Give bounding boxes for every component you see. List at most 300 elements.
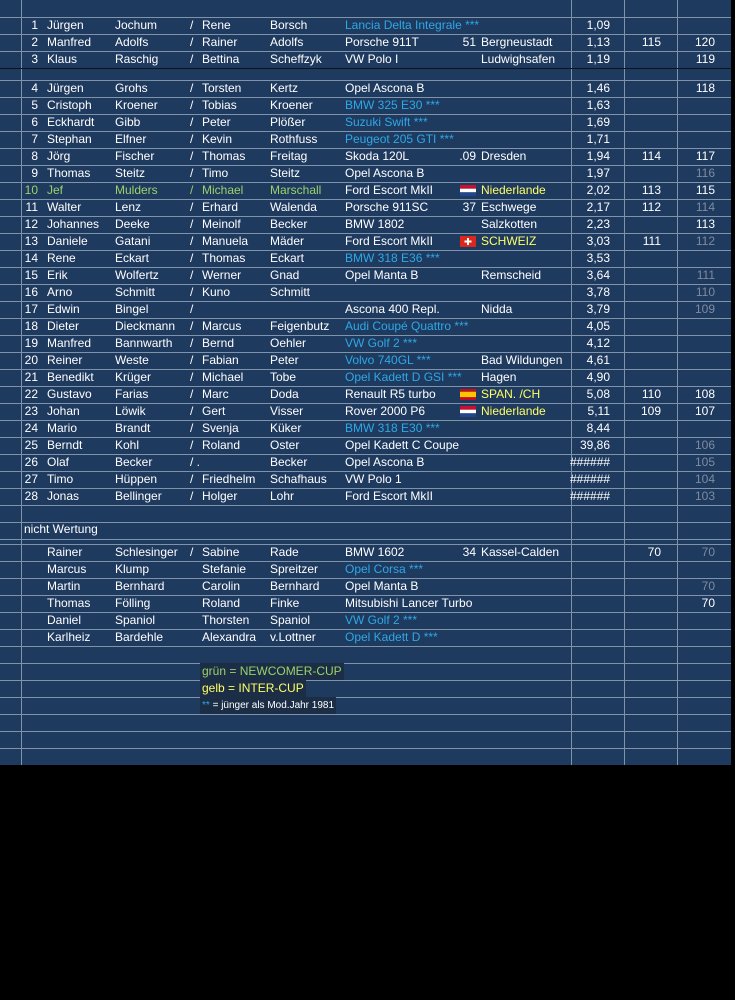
car-cell: BMW 325 E30 *** [345,98,440,112]
codriver-firstname-cell: Thorsten [202,613,250,627]
time-cell: 4,61 [586,353,610,367]
table-row [0,561,731,578]
car-cell: BMW 1602 [345,545,405,559]
legend-stars [200,697,336,714]
codriver-firstname-cell: Bettina [202,52,240,66]
table-row [0,578,731,595]
number-cell [440,488,476,505]
codriver-lastname-cell: Peter [270,353,299,367]
driver-firstname-cell: Rainer [47,545,83,559]
codriver-lastname-cell: Spreitzer [270,562,319,576]
score1-cell [625,267,661,284]
position-cell: 9 [31,166,38,180]
city-cell: Eschwege [481,200,537,214]
driver-lastname-cell: Bardehle [115,630,164,644]
number-cell [440,612,476,629]
table-row [0,403,731,420]
table-row [0,199,731,216]
codriver-firstname-cell: Erhard [202,200,239,214]
city-cell: Niederlande [481,404,546,418]
time-cell: 39,86 [579,438,610,452]
codriver-lastname-cell: Marschall [270,183,322,197]
score2-cell: 106 [694,438,715,452]
netherlands-flag-icon [460,406,476,417]
driver-lastname-cell: Deeke [115,217,150,231]
codriver-firstname-cell: Kuno [202,285,231,299]
codriver-lastname-cell: Freitag [270,149,308,163]
driver-firstname-cell: Rene [47,251,76,265]
number-cell [440,97,476,114]
driver-firstname-cell: Jonas [47,489,80,503]
separator-cell: / [190,183,194,197]
row-divider [0,646,731,647]
separator-cell: / [190,285,194,299]
nicht-wertung-label: nicht Wertung [24,522,98,536]
separator-cell: / [190,404,194,418]
city-cell: SPAN. /CH [481,387,541,401]
separator-cell: / [190,234,194,248]
driver-lastname-cell: Brandt [115,421,151,435]
codriver-firstname-cell: Rainer [202,35,238,49]
codriver-firstname-cell: Friedhelm [202,472,256,486]
time-cell: 1,94 [586,149,610,163]
number-cell [440,51,476,68]
codriver-lastname-cell: Spaniol [270,613,311,627]
number-cell [440,284,476,301]
driver-firstname-cell: Erik [47,268,68,282]
car-cell: Ford Escort MkII [345,489,434,503]
time-cell: 3,03 [586,234,610,248]
position-cell: 10 [24,183,38,197]
score2-cell [678,114,715,131]
table-row [0,352,731,369]
car-cell: Opel Manta B [345,268,419,282]
legend-green [200,663,344,680]
codriver-lastname-cell: Tobe [270,370,297,384]
separator-cell: / [190,251,194,265]
codriver-firstname-cell: Kevin [202,132,233,146]
number-cell [440,420,476,437]
driver-firstname-cell: Martin [47,579,81,593]
position-cell: 17 [24,302,38,316]
driver-firstname-cell: Jürgen [47,81,84,95]
time-cell: 1,13 [586,35,610,49]
number-cell [440,216,476,233]
table-row [0,471,731,488]
codriver-lastname-cell: Oster [270,438,300,452]
driver-lastname-cell: Steitz [115,166,146,180]
row-divider [0,731,731,732]
driver-lastname-cell: Kohl [115,438,140,452]
score1-cell: 111 [642,234,661,248]
score2-cell [678,629,715,646]
driver-lastname-cell: Schlesinger [115,545,178,559]
number-cell [440,352,476,369]
separator-cell: / [190,319,194,333]
row-divider [0,68,731,69]
codriver-lastname-cell: v.Lottner [270,630,316,644]
driver-lastname-cell: Löwik [115,404,146,418]
table-row [0,420,731,437]
time-cell [570,595,610,612]
city-cell: Salzkotten [481,217,538,231]
score2-cell: 70 [701,579,715,593]
separator-cell: / [190,200,194,214]
number-cell [440,629,476,646]
position-cell: 3 [31,52,38,66]
number-cell [440,17,476,34]
codriver-firstname-cell: Fabian [202,353,239,367]
time-cell: 2,17 [586,200,610,214]
city-cell: SCHWEIZ [481,234,537,248]
codriver-lastname-cell: Steitz [270,166,301,180]
city-cell: Hagen [481,370,517,384]
car-cell: Suzuki Swift *** [345,115,428,129]
score2-cell [678,420,715,437]
driver-lastname-cell: Hüppen [115,472,158,486]
codriver-lastname-cell: Walenda [270,200,317,214]
row-divider [0,748,731,749]
separator-cell: / [190,149,194,163]
codriver-lastname-cell: Visser [270,404,304,418]
score2-cell: 118 [695,81,715,95]
row-divider [0,539,731,540]
score2-cell: 107 [694,404,715,418]
score2-cell: 116 [695,166,715,180]
time-cell: 1,19 [586,52,610,66]
driver-firstname-cell: Karlheiz [47,630,91,644]
separator-cell: / [190,370,194,384]
table-row [0,629,731,646]
separator-cell: / [190,52,194,66]
driver-firstname-cell: Johannes [47,217,100,231]
table-row [0,335,731,352]
codriver-lastname-cell: Finke [270,596,300,610]
codriver-firstname-cell: Manuela [202,234,249,248]
car-cell: BMW 318 E36 *** [345,251,440,265]
driver-lastname-cell: Gatani [115,234,151,248]
number-cell [440,454,476,471]
score1-cell [625,454,661,471]
driver-lastname-cell: Eckart [115,251,150,265]
city-cell: Bergneustadt [481,35,553,49]
codriver-firstname-cell: Timo [202,166,229,180]
driver-lastname-cell: Bannwarth [115,336,173,350]
position-cell: 8 [31,149,38,163]
codriver-lastname-cell: Adolfs [270,35,304,49]
table-row [0,369,731,386]
driver-firstname-cell: Klaus [47,52,78,66]
time-cell: 1,09 [586,18,610,32]
score1-cell [625,318,661,335]
score1-cell [625,216,661,233]
city-cell: Ludwighsafen [481,52,556,66]
driver-firstname-cell: Cristoph [47,98,92,112]
score1-cell [625,51,661,68]
city-cell: Bad Wildungen [481,353,563,367]
score2-cell [678,335,715,352]
separator-cell: / [190,98,194,112]
driver-firstname-cell: Dieter [47,319,80,333]
table-row [0,51,731,68]
position-cell: 22 [24,387,38,401]
score1-cell: 70 [647,545,661,559]
score1-cell [625,114,661,131]
driver-firstname-cell: Marcus [47,562,87,576]
score2-cell [678,352,715,369]
number-cell: 51 [462,35,476,49]
city-cell: Remscheid [481,268,542,282]
score2-cell: 111 [696,268,715,282]
car-cell: Volvo 740GL *** [345,353,431,367]
codriver-lastname-cell: Plößer [270,115,306,129]
table-row [0,454,731,471]
netherlands-flag-icon [460,185,476,196]
table-row [0,148,731,165]
car-cell: Mitsubishi Lancer Turbo [345,596,473,610]
codriver-lastname-cell: Eckart [270,251,305,265]
score1-cell: 113 [641,183,661,197]
score1-cell: 112 [641,200,661,214]
driver-firstname-cell: Manfred [47,35,92,49]
time-cell: 5,08 [586,387,610,401]
number-cell [440,561,476,578]
driver-firstname-cell: Daniel [47,613,82,627]
time-cell [570,544,610,561]
driver-lastname-cell: Bernhard [115,579,165,593]
number-cell [440,250,476,267]
driver-lastname-cell: Farias [115,387,149,401]
codriver-firstname-cell: Roland [202,438,241,452]
score1-cell: 109 [640,404,661,418]
codriver-lastname-cell: Rothfuss [270,132,318,146]
time-cell [570,612,610,629]
position-cell: 21 [24,370,38,384]
position-cell: 13 [24,234,38,248]
score1-cell [625,488,661,505]
time-cell: 4,05 [586,319,610,333]
score1-cell [625,17,661,34]
score2-cell: 108 [694,387,715,401]
number-cell [440,335,476,352]
table-row [0,250,731,267]
spain-flag-icon [460,389,476,400]
time-cell: 8,44 [586,421,610,435]
car-cell: Ascona 400 Repl. [345,302,440,316]
number-cell [440,437,476,454]
score1-cell [625,629,661,646]
number-cell [440,80,476,97]
car-cell: VW Polo 1 [345,472,402,486]
table-row [0,114,731,131]
codriver-lastname-cell: Scheffzyk [270,52,322,66]
codriver-firstname-cell: Werner [202,268,242,282]
number-cell [440,267,476,284]
score1-cell: 110 [641,387,661,401]
number-cell: .09 [459,149,476,163]
driver-lastname-cell: Becker [115,455,153,469]
position-cell: 16 [24,285,38,299]
score2-cell: 103 [694,489,715,503]
separator-cell: / [190,35,194,49]
driver-firstname-cell: Arno [47,285,73,299]
score1-cell [625,352,661,369]
time-cell: 3,78 [586,285,610,299]
car-cell: VW Polo I [345,52,399,66]
codriver-lastname-cell: Becker [270,455,308,469]
position-cell: 6 [31,115,38,129]
nicht-wertung-row [0,521,731,538]
city-cell: Kassel-Calden [481,545,560,559]
driver-lastname-cell: Klump [115,562,150,576]
codriver-firstname-cell: Michael [202,370,244,384]
separator-cell: / [190,438,194,452]
score2-cell [678,131,715,148]
score2-cell: 112 [695,234,715,248]
score2-cell: 110 [695,285,715,299]
table-row [0,267,731,284]
separator-cell: / . [190,455,201,469]
driver-lastname-cell: Bellinger [115,489,162,503]
score1-cell [625,420,661,437]
car-cell: Skoda 120L [345,149,410,163]
driver-lastname-cell: Elfner [115,132,147,146]
codriver-firstname-cell: Peter [202,115,231,129]
time-cell: 3,53 [586,251,610,265]
codriver-lastname-cell: Schmitt [270,285,311,299]
car-cell: VW Golf 2 *** [345,613,418,627]
codriver-firstname-cell: Holger [202,489,238,503]
separator-cell: / [190,421,194,435]
score1-cell: 115 [641,35,661,49]
driver-firstname-cell: Thomas [47,596,91,610]
time-cell [570,578,610,595]
score2-cell [678,318,715,335]
time-cell: 4,90 [586,370,610,384]
separator-cell: / [190,217,194,231]
number-cell: 37 [462,200,476,214]
car-cell: Audi Coupé Quattro *** [345,319,469,333]
separator-cell: / [190,336,194,350]
codriver-firstname-cell: Gert [202,404,226,418]
position-cell: 15 [24,268,38,282]
driver-lastname-cell: Wolfertz [115,268,159,282]
driver-firstname-cell: Stephan [47,132,92,146]
legend-stars-text: = jünger als Mod.Jahr 1981 [209,700,335,711]
score2-cell [678,250,715,267]
driver-firstname-cell: Edwin [47,302,80,316]
score1-cell [625,595,661,612]
codriver-firstname-cell: Bernd [202,336,235,350]
time-cell: 1,69 [586,115,610,129]
car-cell: BMW 318 E30 *** [345,421,440,435]
separator-cell: / [190,545,194,559]
row-divider [0,714,731,715]
time-cell: ###### [570,489,611,503]
score1-cell: 114 [641,149,661,163]
time-cell: 1,97 [586,166,610,180]
position-cell: 7 [31,132,38,146]
table-row [0,182,731,199]
driver-firstname-cell: Johan [47,404,80,418]
row-divider [0,505,731,506]
driver-lastname-cell: Dieckmann [115,319,176,333]
codriver-firstname-cell: Sabine [202,545,240,559]
score2-cell: 109 [694,302,715,316]
separator-cell: / [190,472,194,486]
codriver-lastname-cell: Lohr [270,489,295,503]
score1-cell [625,80,661,97]
car-cell: Ford Escort MkII [345,234,434,248]
number-cell [440,578,476,595]
car-cell: Opel Kadett C Coupe [345,438,460,452]
number-cell [440,165,476,182]
number-cell [440,301,476,318]
table-row [0,544,731,561]
driver-lastname-cell: Adolfs [115,35,149,49]
position-cell: 4 [31,81,38,95]
score2-cell [678,97,715,114]
driver-firstname-cell: Jürgen [47,18,84,32]
position-cell: 23 [24,404,38,418]
score1-cell [625,335,661,352]
score1-cell [625,612,661,629]
table-row [0,612,731,629]
separator-cell: / [190,353,194,367]
driver-firstname-cell: Mario [47,421,78,435]
driver-firstname-cell: Thomas [47,166,91,180]
number-cell: 34 [462,545,476,559]
separator-cell: / [190,489,194,503]
score2-cell [678,369,715,386]
codriver-firstname-cell: Alexandra [202,630,257,644]
position-cell: 18 [24,319,38,333]
driver-lastname-cell: Gibb [115,115,141,129]
driver-lastname-cell: Fischer [115,149,155,163]
position-cell: 19 [24,336,38,350]
table-row [0,131,731,148]
time-cell: 1,63 [586,98,610,112]
separator-cell: / [190,81,194,95]
position-cell: 24 [24,421,38,435]
position-cell: 11 [25,200,38,214]
position-cell: 2 [31,35,38,49]
score1-cell [625,561,661,578]
car-cell: Rover 2000 P6 [345,404,426,418]
table-row [0,165,731,182]
car-cell: Opel Ascona B [345,166,425,180]
car-cell: Opel Kadett D *** [345,630,438,644]
codriver-firstname-cell: Svenja [202,421,239,435]
table-row [0,97,731,114]
table-row [0,17,731,34]
table-row [0,301,731,318]
codriver-firstname-cell: Torsten [202,81,242,95]
position-cell: 12 [24,217,38,231]
codriver-firstname-cell: Thomas [202,251,246,265]
row-divider [0,697,731,698]
car-cell: Opel Kadett D GSI *** [345,370,462,384]
time-cell: 4,12 [586,336,610,350]
codriver-lastname-cell: Oehler [270,336,307,350]
driver-firstname-cell: Daniele [47,234,88,248]
driver-lastname-cell: Grohs [115,81,148,95]
car-cell: Opel Ascona B [345,81,425,95]
driver-lastname-cell: Kroener [115,98,158,112]
driver-firstname-cell: Jef [47,183,64,197]
number-cell [440,369,476,386]
car-cell: BMW 1802 [345,217,405,231]
